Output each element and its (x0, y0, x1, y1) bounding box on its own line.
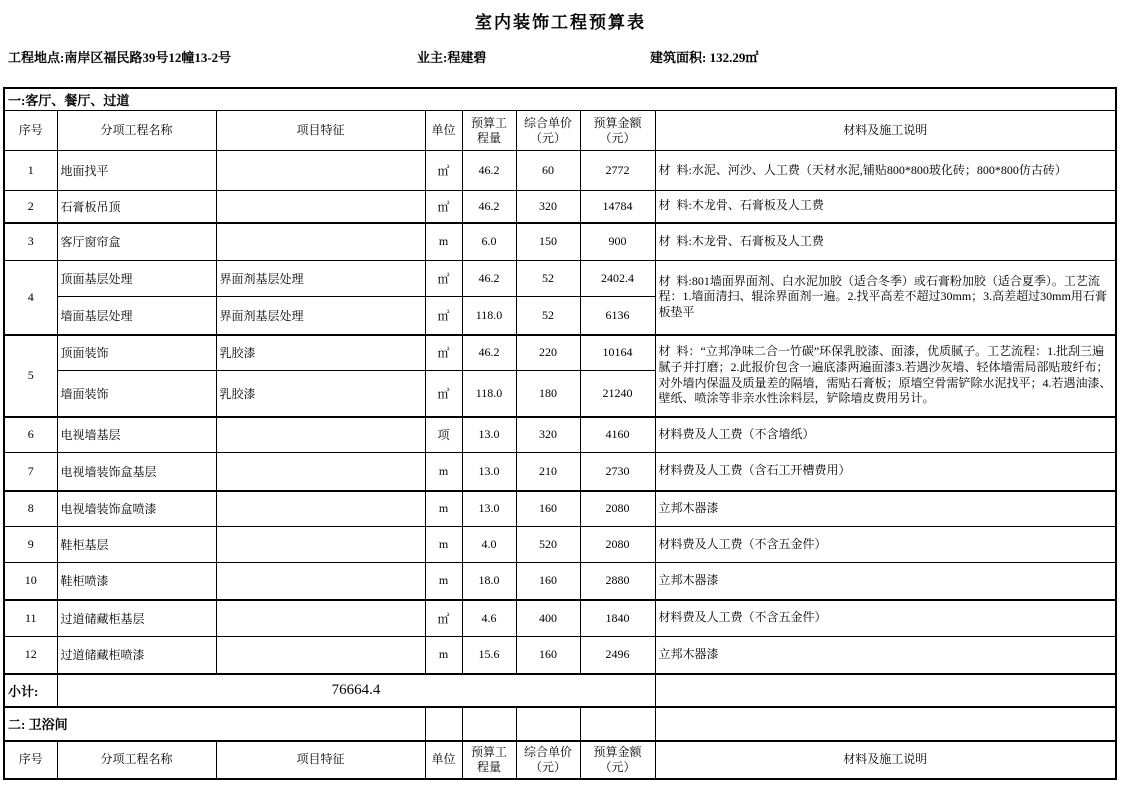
cell-unit: m (425, 223, 462, 261)
cell-note: 立邦木器漆 (655, 563, 1116, 600)
section-2-title: 二: 卫浴间 (4, 707, 425, 741)
cell-qty: 13.0 (462, 453, 516, 491)
table-row (4, 453, 1116, 491)
cell-price: 52 (516, 261, 580, 297)
column-header-0: 序号 (4, 111, 57, 151)
cell-unit: m (425, 453, 462, 491)
empty-cell (462, 707, 516, 741)
cell-name: 过道储藏柜基层 (57, 600, 216, 637)
cell-amount: 10164 (580, 335, 655, 371)
table-row (4, 600, 1116, 637)
cell-unit: m (425, 527, 462, 563)
table-row (4, 417, 1116, 453)
cell-unit: ㎡ (425, 261, 462, 297)
subtotal-note-cell (655, 674, 1116, 707)
cell-unit: 项 (425, 417, 462, 453)
column-header-4: 预算工程量 (462, 741, 516, 779)
header-row-2 (4, 741, 1116, 779)
budget-document (0, 8, 1121, 780)
cell-price: 52 (516, 297, 580, 335)
cell-no: 9 (4, 527, 57, 563)
table-row (4, 491, 1116, 527)
cell-qty: 6.0 (462, 223, 516, 261)
cell-price: 60 (516, 151, 580, 191)
cell-price: 160 (516, 563, 580, 600)
cell-qty: 13.0 (462, 491, 516, 527)
cell-price: 320 (516, 417, 580, 453)
cell-unit: ㎡ (425, 335, 462, 371)
cell-unit: m (425, 637, 462, 674)
cell-no: 5 (4, 335, 57, 417)
cell-feature: 界面剂基层处理 (216, 261, 425, 297)
project-info (8, 47, 1118, 66)
column-header-6: 预算金额（元） (580, 111, 655, 151)
project-owner: 业主:程建碧 (417, 50, 487, 65)
cell-note: 材料费及人工费（不含五金件） (655, 600, 1116, 637)
column-header-0: 序号 (4, 741, 57, 779)
cell-name: 电视墙装饰盒喷漆 (57, 491, 216, 527)
cell-no: 1 (4, 151, 57, 191)
cell-qty: 46.2 (462, 191, 516, 223)
cell-qty: 46.2 (462, 335, 516, 371)
cell-feature (216, 453, 425, 491)
cell-qty: 13.0 (462, 417, 516, 453)
cell-name: 电视墙装饰盒基层 (57, 453, 216, 491)
cell-feature (216, 151, 425, 191)
column-header-4: 预算工程量 (462, 111, 516, 151)
header-row-1 (4, 111, 1116, 151)
cell-note: 立邦木器漆 (655, 491, 1116, 527)
cell-no: 10 (4, 563, 57, 600)
table-row (4, 335, 1116, 371)
cell-amount: 900 (580, 223, 655, 261)
cell-note: 立邦木器漆 (655, 637, 1116, 674)
column-header-7: 材料及施工说明 (655, 741, 1116, 779)
cell-amount: 2080 (580, 527, 655, 563)
column-header-1: 分项工程名称 (57, 111, 216, 151)
table-row (4, 563, 1116, 600)
cell-unit: ㎡ (425, 297, 462, 335)
budget-table-body (4, 88, 1116, 779)
column-header-7: 材料及施工说明 (655, 111, 1116, 151)
cell-feature (216, 191, 425, 223)
project-location: 工程地点:南岸区福民路39号12幢13-2号 (8, 50, 232, 65)
cell-price: 160 (516, 491, 580, 527)
cell-qty: 46.2 (462, 261, 516, 297)
column-header-3: 单位 (425, 111, 462, 151)
empty-cell (580, 707, 655, 741)
page-title: 室内装饰工程预算表 (475, 13, 646, 32)
cell-name: 鞋柜基层 (57, 527, 216, 563)
cell-feature: 乳胶漆 (216, 371, 425, 417)
cell-amount: 1840 (580, 600, 655, 637)
section-1-title: 一:客厅、餐厅、过道 (4, 88, 1116, 111)
cell-price: 400 (516, 600, 580, 637)
subtotal-row (4, 674, 1116, 707)
cell-no: 3 (4, 223, 57, 261)
cell-price: 320 (516, 191, 580, 223)
cell-name: 过道储藏柜喷漆 (57, 637, 216, 674)
cell-unit: m (425, 491, 462, 527)
cell-no: 7 (4, 453, 57, 491)
column-header-2: 项目特征 (216, 741, 425, 779)
cell-note: 材 料:801墙面界面剂、白水泥加胶（适合冬季）或石膏粉加胶（适合夏季）。工艺流程：1.墙面清扫、辊涂界面剂一遍。2.找平高差不超过30mm；3.高差超过30mm用石膏板垫平 (655, 261, 1116, 335)
cell-feature (216, 417, 425, 453)
cell-feature (216, 223, 425, 261)
cell-amount: 2496 (580, 637, 655, 674)
cell-amount: 2080 (580, 491, 655, 527)
cell-note: 材 料:木龙骨、石膏板及人工费 (655, 223, 1116, 261)
cell-amount: 2880 (580, 563, 655, 600)
cell-feature: 乳胶漆 (216, 335, 425, 371)
column-header-5: 综合单价（元） (516, 741, 580, 779)
section-1-bar (4, 88, 1116, 111)
cell-amount: 4160 (580, 417, 655, 453)
cell-name: 顶面基层处理 (57, 261, 216, 297)
cell-no: 6 (4, 417, 57, 453)
table-row (4, 637, 1116, 674)
cell-price: 520 (516, 527, 580, 563)
budget-table (3, 87, 1117, 780)
cell-name: 电视墙基层 (57, 417, 216, 453)
cell-qty: 18.0 (462, 563, 516, 600)
table-row (4, 151, 1116, 191)
cell-name: 顶面装饰 (57, 335, 216, 371)
table-row (4, 527, 1116, 563)
cell-note: 材 料:木龙骨、石膏板及人工费 (655, 191, 1116, 223)
cell-price: 160 (516, 637, 580, 674)
cell-feature (216, 637, 425, 674)
column-header-6: 预算金额（元） (580, 741, 655, 779)
cell-feature (216, 600, 425, 637)
cell-qty: 118.0 (462, 371, 516, 417)
column-header-1: 分项工程名称 (57, 741, 216, 779)
cell-note: 材 料：“立邦净味二合一竹碳”环保乳胶漆、面漆，优质腻子。工艺流程：1.批刮三遍腻子并打磨；2.此报价包含一遍底漆两遍面漆3.若遇沙灰墙、轻体墙需局部贴玻纤布；对外墙内保温及质量差的隔墙，需贴石膏板；原墙空骨需铲除水泥找平；4.若遇油漆、壁纸、喷涂等非亲水性涂料层，铲除墙皮费用另计。 (655, 335, 1116, 417)
cell-name: 石膏板吊顶 (57, 191, 216, 223)
cell-feature (216, 491, 425, 527)
table-row (4, 191, 1116, 223)
cell-no: 2 (4, 191, 57, 223)
cell-amount: 2402.4 (580, 261, 655, 297)
cell-note: 材料费及人工费（含石工开槽费用） (655, 453, 1116, 491)
cell-name: 客厅窗帘盒 (57, 223, 216, 261)
cell-note: 材料费及人工费（不含五金件） (655, 527, 1116, 563)
cell-name: 墙面基层处理 (57, 297, 216, 335)
cell-price: 220 (516, 335, 580, 371)
cell-feature (216, 527, 425, 563)
cell-qty: 46.2 (462, 151, 516, 191)
table-row (4, 261, 1116, 297)
cell-name: 墙面装饰 (57, 371, 216, 417)
cell-name: 鞋柜喷漆 (57, 563, 216, 600)
cell-qty: 4.6 (462, 600, 516, 637)
cell-amount: 14784 (580, 191, 655, 223)
empty-cell (516, 707, 580, 741)
cell-note: 材料费及人工费（不含墙纸） (655, 417, 1116, 453)
project-area: 建筑面积: 132.29㎡ (650, 50, 759, 65)
column-header-5: 综合单价（元） (516, 111, 580, 151)
cell-price: 180 (516, 371, 580, 417)
cell-amount: 6136 (580, 297, 655, 335)
cell-qty: 15.6 (462, 637, 516, 674)
cell-name: 地面找平 (57, 151, 216, 191)
cell-amount: 2772 (580, 151, 655, 191)
cell-qty: 118.0 (462, 297, 516, 335)
cell-unit: ㎡ (425, 191, 462, 223)
cell-unit: ㎡ (425, 600, 462, 637)
cell-no: 8 (4, 491, 57, 527)
cell-price: 210 (516, 453, 580, 491)
cell-no: 11 (4, 600, 57, 637)
cell-amount: 2730 (580, 453, 655, 491)
subtotal-label: 小计: (4, 674, 57, 707)
section-2-bar (4, 707, 1116, 741)
cell-no: 4 (4, 261, 57, 335)
cell-feature: 界面剂基层处理 (216, 297, 425, 335)
cell-unit: ㎡ (425, 371, 462, 417)
column-header-2: 项目特征 (216, 111, 425, 151)
empty-cell (655, 707, 1116, 741)
table-row (4, 223, 1116, 261)
cell-feature (216, 563, 425, 600)
cell-unit: ㎡ (425, 151, 462, 191)
cell-amount: 21240 (580, 371, 655, 417)
column-header-3: 单位 (425, 741, 462, 779)
cell-note: 材 料:水泥、河沙、人工费（天材水泥,铺贴800*800玻化砖；800*800仿古砖） (655, 151, 1116, 191)
cell-qty: 4.0 (462, 527, 516, 563)
cell-no: 12 (4, 637, 57, 674)
cell-price: 150 (516, 223, 580, 261)
cell-unit: m (425, 563, 462, 600)
empty-cell (425, 707, 462, 741)
subtotal-value: 76664.4 (57, 674, 655, 707)
